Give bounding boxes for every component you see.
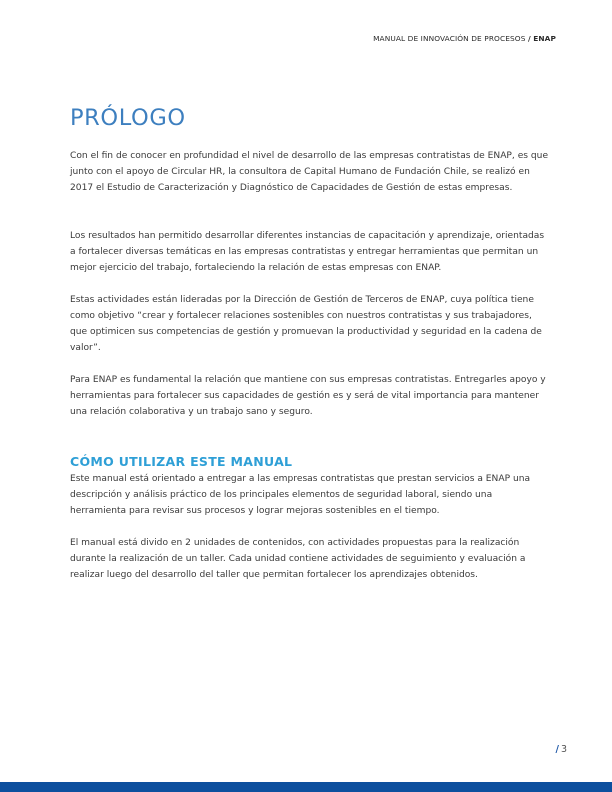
page-number-value: 3 <box>560 744 567 755</box>
page-number <box>555 744 567 755</box>
footer-bar <box>0 782 612 792</box>
header-organization: ENAP <box>533 34 556 43</box>
usage-paragraph-2: El manual está divido en 2 unidades de contenidos, con actividades propuestas para la realización durante la realización de un taller. Cada unidad contiene actividades de seguimiento y evaluación a realizar luego del desarrollo del taller que permitan fortalecer los aprendizajes obtenidos. <box>70 538 526 580</box>
prologue-paragraph-4: Para ENAP es fundamental la relación que mantiene con sus empresas contratistas. Entregarles apoyo y herramientas para fortalecer sus capacidades de gestión es y será de vital importancia para mantener una relación colaborativa y un trabajo sano y seguro. <box>70 375 546 417</box>
prologue-paragraph-1: Con el fin de conocer en profundidad el nivel de desarrollo de las empresas contratistas de ENAP, es que junto con el apoyo de Circular HR, la consultora de Capital Humano de Fundación Chile, se realizó en 2017 el Estudio de Caracterización y Diagnóstico de Capacidades de Gestión de estas empresas. <box>70 151 549 193</box>
header-separator: / <box>527 34 531 43</box>
prologue-paragraph-2: Los resultados han permitido desarrollar diferentes instancias de capacitación y aprendizaje, orientadas a fortalecer diversas temáticas en las empresas contratistas y entregar herramientas que permitan un mejor ejercicio del trabajo, fortaleciendo la relación de estas empresas con ENAP. <box>70 231 545 273</box>
header-manual-title: MANUAL DE INNOVACIÓN DE PROCESOS <box>373 34 526 43</box>
section-heading-usage: CÓMO UTILIZAR ESTE MANUAL <box>70 454 293 469</box>
page-title: PRÓLOGO <box>70 105 186 131</box>
prologue-paragraph-3: Estas actividades están lideradas por la Dirección de Gestión de Terceros de ENAP, cuya política tiene como objetivo “crear y fortalecer relaciones sostenibles con nuestros contratistas y sus trabajadores, que optimicen sus competencias de gestión y promuevan la productividad y seguridad en la cadena de valor”. <box>70 295 542 353</box>
usage-paragraph-1: Este manual está orientado a entregar a las empresas contratistas que prestan servicios a ENAP una descripción y análisis práctico de los principales elementos de seguridad laboral, siendo una herramienta para revisar sus procesos y lograr mejoras sostenibles en el tiempo. <box>70 474 531 516</box>
running-header <box>373 34 556 43</box>
page-number-slash: / <box>555 744 559 755</box>
